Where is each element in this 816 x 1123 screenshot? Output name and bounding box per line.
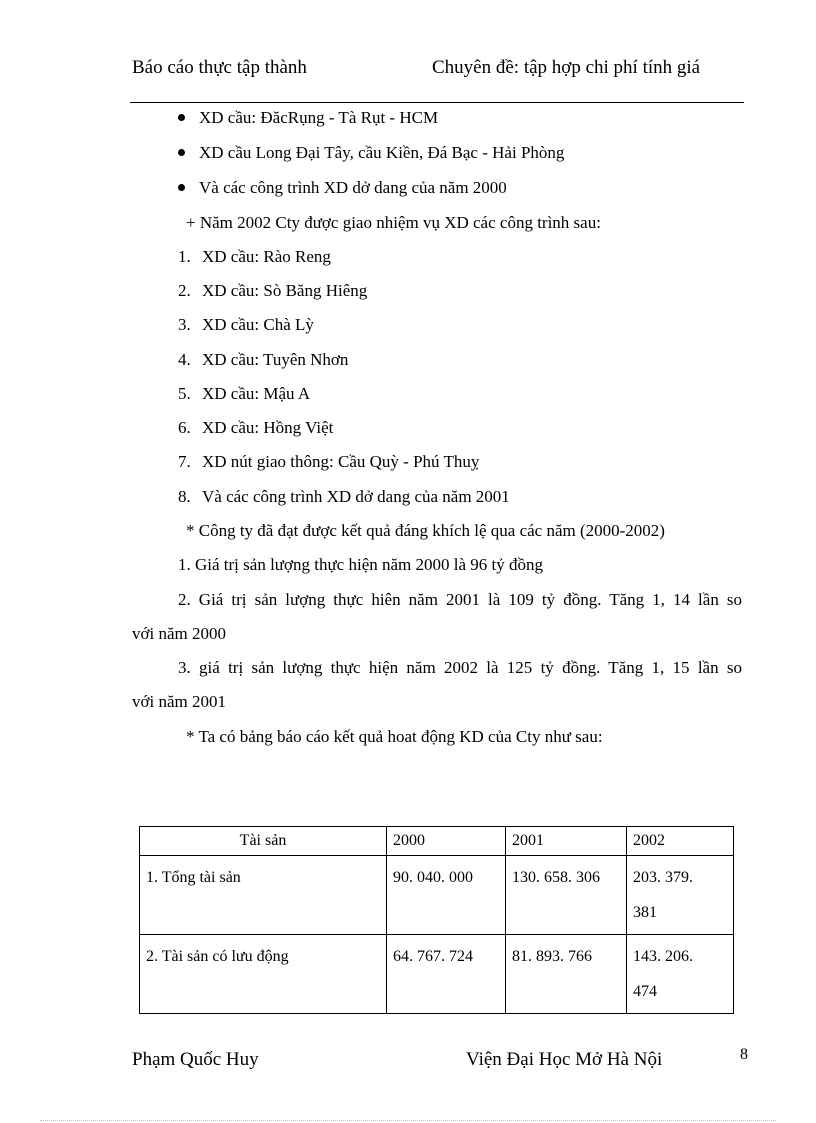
project-item: 5. XD cầu: Mậu A xyxy=(178,384,311,403)
project-item: 2. XD cầu: Sò Băng Hiêng xyxy=(178,281,368,300)
bullet-text: Và các công trình XD dở dang của năm 2000 xyxy=(199,178,507,197)
table-cell: 203. 379. 381 xyxy=(627,856,734,935)
bullet-text: XD cầu Long Đại Tây, cầu Kiền, Đá Bạc - Hải Phòng xyxy=(199,143,565,162)
table-cell: 90. 040. 000 xyxy=(387,856,506,935)
header-divider xyxy=(130,102,744,103)
project-item: 6. XD cầu: Hồng Việt xyxy=(178,418,334,437)
bullet-item xyxy=(178,178,507,198)
table-cell: 64. 767. 724 xyxy=(387,935,506,1014)
project-item: 7. XD nút giao thông: Cầu Quỳ - Phú Thuỵ xyxy=(178,452,480,471)
footer-divider xyxy=(40,1120,776,1121)
bullet-text: XD cầu: ĐăcRụng - Tà Rụt - HCM xyxy=(199,108,439,127)
project-item: 3. XD cầu: Chà Lỳ xyxy=(178,315,314,334)
table-row xyxy=(140,935,734,1014)
result-item-continued: với năm 2001 xyxy=(132,692,226,711)
results-intro: * Công ty đã đạt được kết quả đáng khích lệ qua các năm (2000-2002) xyxy=(186,521,665,540)
bullet-item xyxy=(178,143,564,163)
result-item: 1. Giá trị sản lượng thực hiện năm 2000 là 96 tỷ đồng xyxy=(178,555,544,574)
footer-institution: Viện Đại Học Mở Hà Nội xyxy=(466,1049,663,1070)
footer-author: Phạm Quốc Huy xyxy=(132,1049,259,1070)
result-item: 2. Giá trị sản lượng thực hiên năm 2001 là 109 tỷ đồng. Tăng 1, 14 lần so xyxy=(178,590,742,609)
table-cell: 130. 658. 306 xyxy=(506,856,627,935)
column-header: 2002 xyxy=(627,827,734,856)
result-item: 3. giá trị sản lượng thực hiện năm 2002 là 125 tỷ đồng. Tăng 1, 15 lần so xyxy=(178,658,742,677)
intro-2002: + Năm 2002 Cty được giao nhiệm vụ XD các công trình sau: xyxy=(186,213,601,232)
table-cell: 143. 206. 474 xyxy=(627,935,734,1014)
column-header: Tài sản xyxy=(140,827,387,856)
table-cell: 81. 893. 766 xyxy=(506,935,627,1014)
table-cell: 2. Tài sản có lưu động xyxy=(140,935,387,1014)
header-report-title: Báo cáo thực tập thành xyxy=(132,57,307,78)
bullet-icon xyxy=(178,114,185,121)
table-header-row xyxy=(140,827,734,856)
bullet-item xyxy=(178,108,438,128)
table-row xyxy=(140,856,734,935)
project-item: 8. Và các công trình XD dở dang của năm 2001 xyxy=(178,487,510,506)
project-item: 4. XD cầu: Tuyên Nhơn xyxy=(178,350,349,369)
bullet-icon xyxy=(178,149,185,156)
bullet-icon xyxy=(178,184,185,191)
table-intro: * Ta có bảng báo cáo kết quả hoat động KD của Cty như sau: xyxy=(186,727,603,746)
asset-table xyxy=(139,826,734,1014)
page-number: 8 xyxy=(740,1046,748,1063)
column-header: 2000 xyxy=(387,827,506,856)
header-topic: Chuyên đề: tập hợp chi phí tính giá xyxy=(432,57,701,78)
result-item-continued: với năm 2000 xyxy=(132,624,226,643)
project-item: 1. XD cầu: Rào Reng xyxy=(178,247,331,266)
column-header: 2001 xyxy=(506,827,627,856)
table-cell: 1. Tổng tài sản xyxy=(140,856,387,935)
